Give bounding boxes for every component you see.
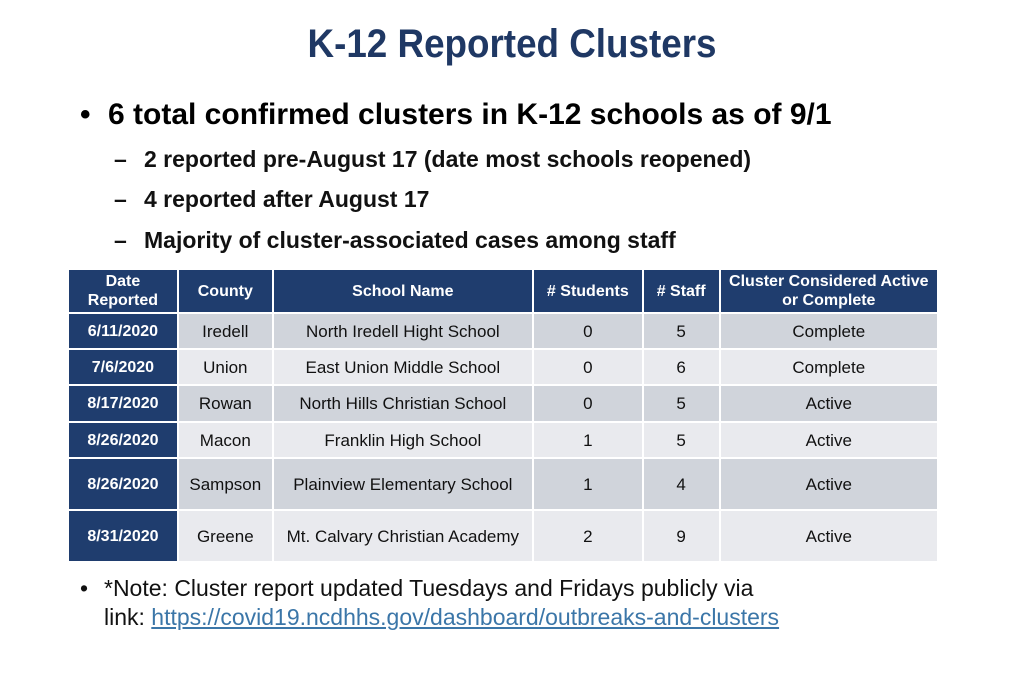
cell-school: North Iredell Hight School <box>273 313 533 349</box>
cell-date: 8/26/2020 <box>68 422 178 458</box>
cell-students: 2 <box>533 510 643 562</box>
cell-county: Rowan <box>178 385 273 422</box>
cell-status: Active <box>720 385 938 422</box>
header-status: Cluster Considered Active or Complete <box>720 269 938 313</box>
cell-status: Complete <box>720 349 938 385</box>
dash-marker: – <box>114 146 127 172</box>
table-row <box>68 349 938 385</box>
cell-school: North Hills Christian School <box>273 385 533 422</box>
cell-date: 6/11/2020 <box>68 313 178 349</box>
header-county: County <box>178 269 273 313</box>
page-title: K-12 Reported Clusters <box>307 22 717 66</box>
cell-school: Plainview Elementary School <box>273 458 533 510</box>
cell-county: Macon <box>178 422 273 458</box>
note-text: *Note: Cluster report updated Tuesdays and Fridays publicly via <box>104 575 754 601</box>
cell-school: Mt. Calvary Christian Academy <box>273 510 533 562</box>
cell-students: 0 <box>533 349 643 385</box>
cell-status: Active <box>720 458 938 510</box>
cell-date: 8/31/2020 <box>68 510 178 562</box>
table-row <box>68 422 938 458</box>
sub-bullet-text: Majority of cluster-associated cases among staff <box>144 227 676 253</box>
cell-students: 1 <box>533 458 643 510</box>
cell-school: Franklin High School <box>273 422 533 458</box>
clusters-table <box>67 268 939 563</box>
cell-students: 1 <box>533 422 643 458</box>
table-row <box>68 385 938 422</box>
cell-students: 0 <box>533 313 643 349</box>
sub-bullet-1 <box>114 146 751 173</box>
note-link-prefix: link: <box>104 604 152 630</box>
cell-county: Sampson <box>178 458 273 510</box>
cell-county: Iredell <box>178 313 273 349</box>
cell-county: Greene <box>178 510 273 562</box>
table-row <box>68 458 938 510</box>
cell-staff: 4 <box>643 458 720 510</box>
note-bullet <box>80 574 779 632</box>
cell-staff: 5 <box>643 422 720 458</box>
cell-staff: 9 <box>643 510 720 562</box>
cell-school: East Union Middle School <box>273 349 533 385</box>
cell-status: Active <box>720 422 938 458</box>
bullet-dot: • <box>80 98 91 131</box>
table-row <box>68 510 938 562</box>
header-date: Date Reported <box>68 269 178 313</box>
bullet-dot: • <box>80 575 89 601</box>
note-line2 <box>80 603 779 632</box>
cell-students: 0 <box>533 385 643 422</box>
cell-county: Union <box>178 349 273 385</box>
sub-bullet-3 <box>114 227 676 254</box>
cell-status: Complete <box>720 313 938 349</box>
table-row <box>68 313 938 349</box>
outbreaks-link[interactable]: https://covid19.ncdhhs.gov/dashboard/outbreaks-and-clusters <box>151 604 780 630</box>
cell-staff: 6 <box>643 349 720 385</box>
table-header-row <box>68 269 938 313</box>
header-staff: # Staff <box>643 269 720 313</box>
cell-status: Active <box>720 510 938 562</box>
dash-marker: – <box>114 186 127 212</box>
cell-date: 8/26/2020 <box>68 458 178 510</box>
sub-bullet-text: 4 reported after August 17 <box>144 186 430 212</box>
main-bullet-text: 6 total confirmed clusters in K-12 schools as of 9/1 <box>108 98 832 131</box>
sub-bullet-2 <box>114 186 429 213</box>
dash-marker: – <box>114 227 127 253</box>
main-bullet <box>80 98 832 132</box>
sub-bullet-text: 2 reported pre-August 17 (date most schools reopened) <box>144 146 752 172</box>
cell-staff: 5 <box>643 313 720 349</box>
cell-date: 7/6/2020 <box>68 349 178 385</box>
cell-staff: 5 <box>643 385 720 422</box>
cell-date: 8/17/2020 <box>68 385 178 422</box>
header-school: School Name <box>273 269 533 313</box>
header-students: # Students <box>533 269 643 313</box>
